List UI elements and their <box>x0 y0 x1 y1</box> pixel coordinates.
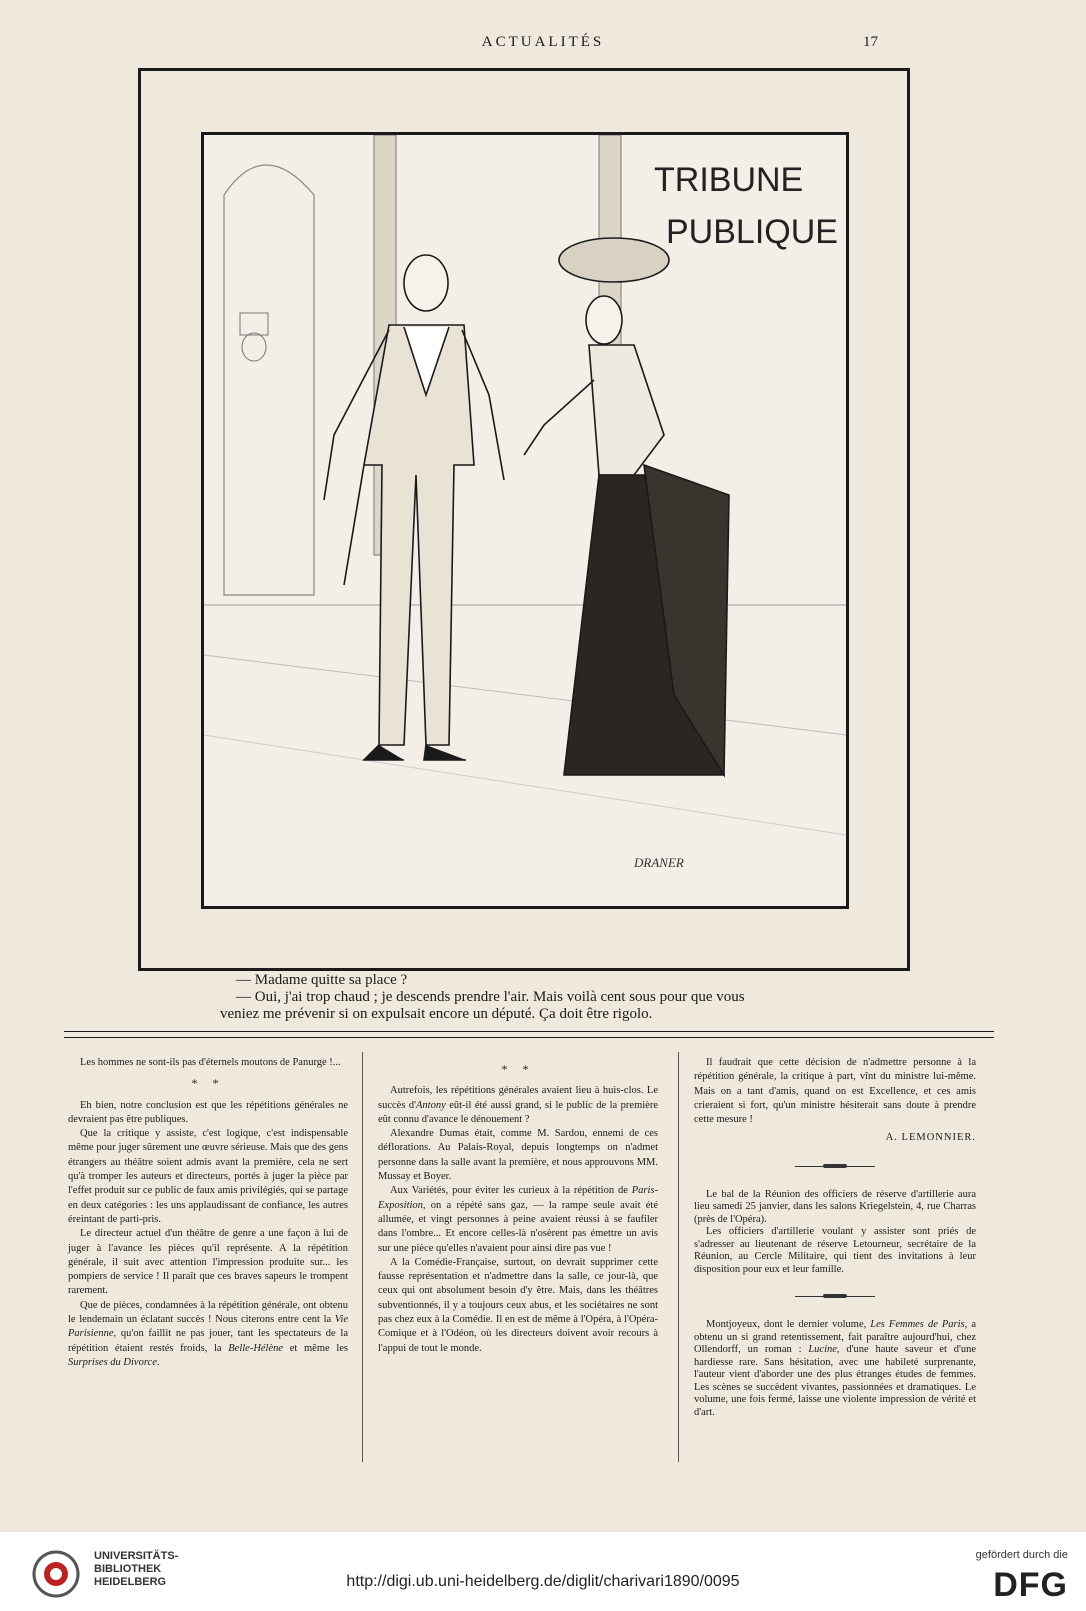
article-column-2 <box>378 1056 658 1356</box>
paragraph: Montjoyeux, dont le dernier volume, Les Femmes de Paris, a obtenu un si grand retentissement, fait paraître aujourd'hui, chez Ollendorff, un roman : Lucine, d'une haute saveur et d'une hardiesse rare. Sans hésitation, avec une habileté surprenante, l'auteur vient d'aborder une des plus étranges études de femmes. Les scènes se succèdent vivantes, passionnées et dramatiques. Le volume, une fois fermé, laisse une violente impression de vérité et d'art. <box>694 1319 977 1418</box>
funding-note: gefördert durch die <box>975 1549 1068 1561</box>
section-divider <box>64 1031 994 1038</box>
caption-line-2: — Oui, j'ai trop chaud ; je descends prendre l'air. Mais voilà cent sous pour que vous <box>236 989 745 1005</box>
notice-ball <box>694 1189 976 1277</box>
paragraph: Eh bien, notre conclusion est que les répétitions générales ne devraient pas être publiques. <box>68 1099 348 1125</box>
source-url[interactable]: http://digi.ub.uni-heidelberg.de/diglit/charivari1890/0095 <box>346 1573 740 1590</box>
page-number: 17 <box>863 34 878 50</box>
paragraph: Les officiers d'artillerie voulant y assister sont priés de s'adresser au lieutenant de réserve Letourneur, secrétaire de la Réunion, au Cercle Militaire, qui tient des invitations à leur disposition pour eux et leur famille. <box>694 1226 976 1275</box>
dfg-logo: DFG <box>993 1566 1068 1604</box>
notice-divider <box>795 1166 875 1167</box>
paragraph: Aux Variétés, pour éviter les curieux à la répétition de Paris-Exposition, on a répété sans gaz, — la rampe seule avait été allumée, et vingt personnes à peine avaient réussi à se faufiler dans l'ombre... Et encore celles-là n'osèrent pas émettre un avis sur une pièce qu'elles n'avaient pour ainsi dire pas vue ! <box>378 1185 658 1254</box>
institution-name: UNIVERSITÄTS- BIBLIOTHEK HEIDELBERG <box>94 1550 179 1588</box>
paragraph: Le directeur actuel d'un théâtre de genre a une façon à lui de juger à l'avance les pièces qu'il représente. A la répétition générale, il suit avec attention l'impression produite sur... les pompiers de service ! Il paraît que ces braves sapeurs le trompent rarement. <box>68 1228 348 1297</box>
caption-line-3: veniez me prévenir si on expulsait encore un député. Ça doit être rigolo. <box>220 1006 653 1022</box>
paragraph: Le bal de la Réunion des officiers de réserve d'artillerie aura lieu samedi 25 janvier, dans les salons Kriegelstein, 4, rue Charras (près de l'Opéra). <box>694 1188 976 1225</box>
section-stars: * * <box>501 1062 535 1076</box>
article-column-1 <box>68 1056 348 1370</box>
paragraph: Autrefois, les répétitions générales avaient lieu à huis-clos. Le succès d'Antony eût-il été aussi grand, si le public de la première eût connu d'avance le dénouement ? <box>378 1085 658 1125</box>
paragraph: Alexandre Dumas était, comme M. Sardou, ennemi de ces déflorations. Au Palais-Royal, depuis longtemps on n'admet personne dans la salle avant la première, et nous approuvons MM. Mussay et Boyer. <box>378 1128 658 1183</box>
author-signature: A. LEMONNIER. <box>885 1132 976 1144</box>
artist-signature: DRANER <box>634 855 684 870</box>
paragraph: A la Comédie-Française, surtout, on devrait supprimer cette fausse représentation et n'admettre dans la salle, ce jour-là, que ceux qui ont absolument besoin d'y être. Mais, dans les théâtres subventionnés, il y a toujours ceux abus, et les sociétaires ne sont pas chez eux à la Comédie. Il en est de même à l'Opéra, à l'Opéra-Comique et à l'Odéon, où les directeurs doivent avoir recours à l'appui de tout le monde. <box>378 1256 658 1354</box>
running-header: ACTUALITÉS <box>481 34 605 50</box>
paragraph: Il faudrait que cette décision de n'admettre personne à la répétition générale, la critique à part, vînt du ministre lui-même. Mais on a tant d'amis, quand on est Excellence, et ces amis crieraient si fort, qu'un ministre hésiterait sans doute à prendre cette mesure ! <box>694 1057 976 1126</box>
notice-book <box>694 1319 976 1419</box>
section-stars: * * <box>191 1076 225 1091</box>
illustration <box>201 132 849 909</box>
sign-publique: PUBLIQUE <box>666 213 838 251</box>
caption <box>220 972 856 1023</box>
caricature-drawing <box>204 135 846 906</box>
column-separator <box>678 1052 679 1462</box>
notice-divider <box>795 1296 875 1297</box>
column-separator <box>362 1052 363 1462</box>
caption-line-1: — Madame quitte sa place ? <box>236 972 408 988</box>
sign-tribune: TRIBUNE <box>654 161 804 199</box>
paragraph: Les hommes ne sont-ils pas d'éternels moutons de Panurge !... <box>80 1057 341 1068</box>
paragraph: Que la critique y assiste, c'est logique, c'est indispensable même pour juger sûrement une œuvre sérieuse. Mais que des gens étrangers au théâtre soient admis avant la première, cela ne sert qu'à tromper les auteurs et directeurs, portés à juger la pièce par l'effet produit sur ce public de faux amis privilégiés, qui se partage en deux catégories : les uns applaudissant de confiance, les autres éreintant de parti-pris. <box>68 1128 348 1225</box>
paragraph: Que de pièces, condamnées à la répétition générale, ont obtenu le lendemain un éclatant succès ! Nous citerons entre cent la Vie Parisienne, qu'on faillit ne pas jouer, tant les spectateurs de la répétition étaient restés froids, la Belle-Hélène et même les Surprises du Divorce. <box>68 1299 348 1368</box>
article-column-3 <box>694 1056 976 1419</box>
